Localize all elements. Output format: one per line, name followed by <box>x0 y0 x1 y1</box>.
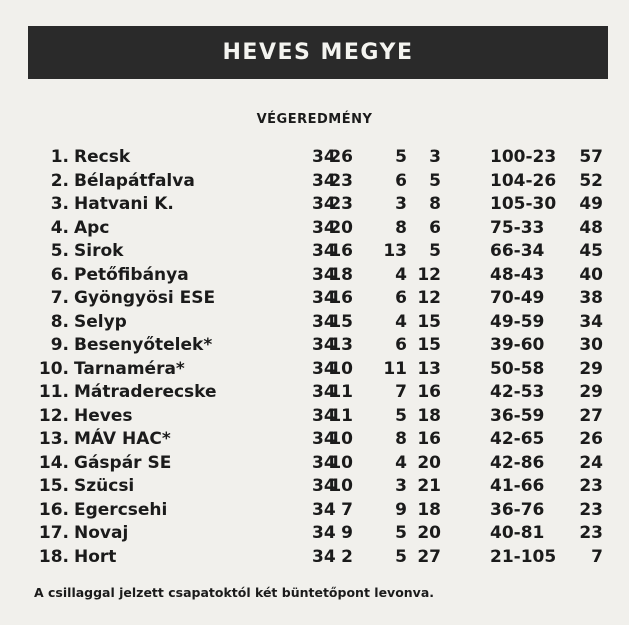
goals-cell: 104-26 <box>490 170 557 191</box>
footnote: A csillaggal jelzett csapatoktól két büntetőpont levonva. <box>34 585 435 600</box>
won-cell: 15 <box>329 311 353 332</box>
points-cell: 30 <box>579 335 603 355</box>
team-name: Bélapátfalva <box>74 170 195 191</box>
table-row <box>0 428 629 452</box>
team-name: Selyp <box>74 311 127 332</box>
table-row <box>0 381 629 405</box>
goals-cell: 105-30 <box>490 194 557 214</box>
drawn-cell: 8 <box>395 217 407 238</box>
table-row <box>0 146 629 170</box>
lost-cell: 3 <box>429 147 441 167</box>
won-cell: 18 <box>329 264 353 285</box>
points-cell: 29 <box>579 358 603 379</box>
won-cell: 20 <box>329 217 353 238</box>
played-cell: 34 <box>312 335 336 355</box>
lost-cell: 12 <box>417 264 441 285</box>
table-row <box>0 452 629 476</box>
drawn-cell: 3 <box>395 194 407 214</box>
goals-cell: 42-53 <box>490 382 545 402</box>
team-name: Novaj <box>74 523 129 543</box>
lost-cell: 18 <box>417 405 441 426</box>
rank-cell: 8. <box>50 311 69 332</box>
points-cell: 7 <box>591 546 603 567</box>
won-cell: 2 <box>341 546 353 567</box>
team-name: Gyöngyösi ESE <box>74 288 216 308</box>
points-cell: 23 <box>579 499 603 520</box>
lost-cell: 16 <box>417 382 441 402</box>
won-cell: 16 <box>329 288 353 308</box>
rank-cell: 18. <box>38 546 69 567</box>
drawn-cell: 4 <box>395 311 407 332</box>
drawn-cell: 8 <box>395 429 407 449</box>
points-cell: 23 <box>579 476 603 496</box>
goals-cell: 48-43 <box>490 264 545 285</box>
lost-cell: 16 <box>417 429 441 449</box>
drawn-cell: 5 <box>395 147 407 167</box>
lost-cell: 5 <box>429 170 441 191</box>
rank-cell: 17. <box>38 523 69 543</box>
lost-cell: 13 <box>417 358 441 379</box>
rank-cell: 11. <box>38 382 69 402</box>
won-cell: 7 <box>341 499 353 520</box>
table-row <box>0 287 629 311</box>
points-cell: 23 <box>579 523 603 543</box>
team-name: Sirok <box>74 241 124 261</box>
rank-cell: 10. <box>38 358 69 379</box>
won-cell: 10 <box>329 429 353 449</box>
rank-cell: 14. <box>38 452 69 473</box>
goals-cell: 100-23 <box>490 147 557 167</box>
standings-table <box>0 146 629 569</box>
won-cell: 10 <box>329 452 353 473</box>
goals-cell: 41-66 <box>490 476 545 496</box>
table-subtitle: VÉGEREDMÉNY <box>256 112 373 127</box>
drawn-cell: 3 <box>395 476 407 496</box>
points-cell: 29 <box>579 382 603 402</box>
goals-cell: 50-58 <box>490 358 545 379</box>
rank-cell: 13. <box>38 429 69 449</box>
played-cell: 34 <box>312 194 336 214</box>
drawn-cell: 11 <box>383 358 407 379</box>
goals-cell: 40-81 <box>490 523 545 543</box>
drawn-cell: 4 <box>395 452 407 473</box>
table-row <box>0 522 629 546</box>
points-cell: 26 <box>579 429 603 449</box>
points-cell: 48 <box>579 217 603 238</box>
won-cell: 23 <box>329 170 353 191</box>
won-cell: 10 <box>329 358 353 379</box>
played-cell: 34 <box>312 405 336 426</box>
table-row <box>0 217 629 241</box>
drawn-cell: 5 <box>395 405 407 426</box>
team-name: Recsk <box>74 147 131 167</box>
table-row <box>0 193 629 217</box>
points-cell: 34 <box>579 311 603 332</box>
team-name: Szücsi <box>74 476 135 496</box>
rank-cell: 15. <box>38 476 69 496</box>
table-row <box>0 264 629 288</box>
goals-cell: 66-34 <box>490 241 545 261</box>
rank-cell: 3. <box>50 194 69 214</box>
played-cell: 34 <box>312 147 336 167</box>
table-row <box>0 546 629 570</box>
goals-cell: 39-60 <box>490 335 545 355</box>
lost-cell: 5 <box>429 241 441 261</box>
played-cell: 34 <box>312 288 336 308</box>
points-cell: 40 <box>579 264 603 285</box>
played-cell: 34 <box>312 429 336 449</box>
drawn-cell: 6 <box>395 170 407 191</box>
drawn-cell: 6 <box>395 288 407 308</box>
won-cell: 9 <box>341 523 353 543</box>
drawn-cell: 6 <box>395 335 407 355</box>
drawn-cell: 7 <box>395 382 407 402</box>
played-cell: 34 <box>312 358 336 379</box>
lost-cell: 8 <box>429 194 441 214</box>
table-row <box>0 240 629 264</box>
lost-cell: 18 <box>417 499 441 520</box>
goals-cell: 49-59 <box>490 311 545 332</box>
rank-cell: 2. <box>50 170 69 191</box>
goals-cell: 21-105 <box>490 546 557 567</box>
won-cell: 26 <box>329 147 353 167</box>
rank-cell: 1. <box>50 147 69 167</box>
points-cell: 24 <box>579 452 603 473</box>
rank-cell: 5. <box>50 241 69 261</box>
won-cell: 11 <box>329 405 353 426</box>
goals-cell: 36-59 <box>490 405 545 426</box>
points-cell: 27 <box>579 405 603 426</box>
rank-cell: 9. <box>50 335 69 355</box>
team-name: Tarnaméra* <box>74 358 185 379</box>
played-cell: 34 <box>312 241 336 261</box>
rank-cell: 16. <box>38 499 69 520</box>
points-cell: 52 <box>579 170 603 191</box>
points-cell: 45 <box>579 241 603 261</box>
drawn-cell: 4 <box>395 264 407 285</box>
rank-cell: 4. <box>50 217 69 238</box>
lost-cell: 20 <box>417 452 441 473</box>
won-cell: 13 <box>329 335 353 355</box>
header-bar <box>28 26 608 79</box>
played-cell: 34 <box>312 170 336 191</box>
played-cell: 34 <box>312 264 336 285</box>
lost-cell: 20 <box>417 523 441 543</box>
lost-cell: 6 <box>429 217 441 238</box>
played-cell: 34 <box>312 311 336 332</box>
goals-cell: 75-33 <box>490 217 545 238</box>
points-cell: 49 <box>579 194 603 214</box>
played-cell: 34 <box>312 382 336 402</box>
table-row <box>0 311 629 335</box>
table-row <box>0 475 629 499</box>
lost-cell: 12 <box>417 288 441 308</box>
drawn-cell: 9 <box>395 499 407 520</box>
played-cell: 34 <box>312 523 336 543</box>
table-row <box>0 358 629 382</box>
won-cell: 23 <box>329 194 353 214</box>
points-cell: 38 <box>579 288 603 308</box>
drawn-cell: 13 <box>383 241 407 261</box>
won-cell: 10 <box>329 476 353 496</box>
played-cell: 34 <box>312 499 336 520</box>
played-cell: 34 <box>312 476 336 496</box>
lost-cell: 15 <box>417 311 441 332</box>
rank-cell: 6. <box>50 264 69 285</box>
team-name: Besenyőtelek* <box>74 335 213 355</box>
played-cell: 34 <box>312 546 336 567</box>
page-title: HEVES MEGYE <box>222 40 414 65</box>
lost-cell: 27 <box>417 546 441 567</box>
rank-cell: 7. <box>50 288 69 308</box>
played-cell: 34 <box>312 217 336 238</box>
lost-cell: 21 <box>417 476 441 496</box>
team-name: Mátraderecske <box>74 382 217 402</box>
team-name: Hatvani K. <box>74 194 174 214</box>
team-name: Heves <box>74 405 133 426</box>
team-name: MÁV HAC* <box>74 429 171 449</box>
drawn-cell: 5 <box>395 523 407 543</box>
goals-cell: 42-86 <box>490 452 545 473</box>
table-row <box>0 170 629 194</box>
goals-cell: 36-76 <box>490 499 545 520</box>
won-cell: 16 <box>329 241 353 261</box>
table-row <box>0 405 629 429</box>
lost-cell: 15 <box>417 335 441 355</box>
table-row <box>0 334 629 358</box>
rank-cell: 12. <box>38 405 69 426</box>
goals-cell: 70-49 <box>490 288 545 308</box>
team-name: Egercsehi <box>74 499 168 520</box>
team-name: Petőfibánya <box>74 264 189 285</box>
team-name: Gáspár SE <box>74 452 172 473</box>
table-row <box>0 499 629 523</box>
team-name: Hort <box>74 546 117 567</box>
goals-cell: 42-65 <box>490 429 545 449</box>
won-cell: 11 <box>329 382 353 402</box>
played-cell: 34 <box>312 452 336 473</box>
team-name: Apc <box>74 217 110 238</box>
points-cell: 57 <box>579 147 603 167</box>
drawn-cell: 5 <box>395 546 407 567</box>
